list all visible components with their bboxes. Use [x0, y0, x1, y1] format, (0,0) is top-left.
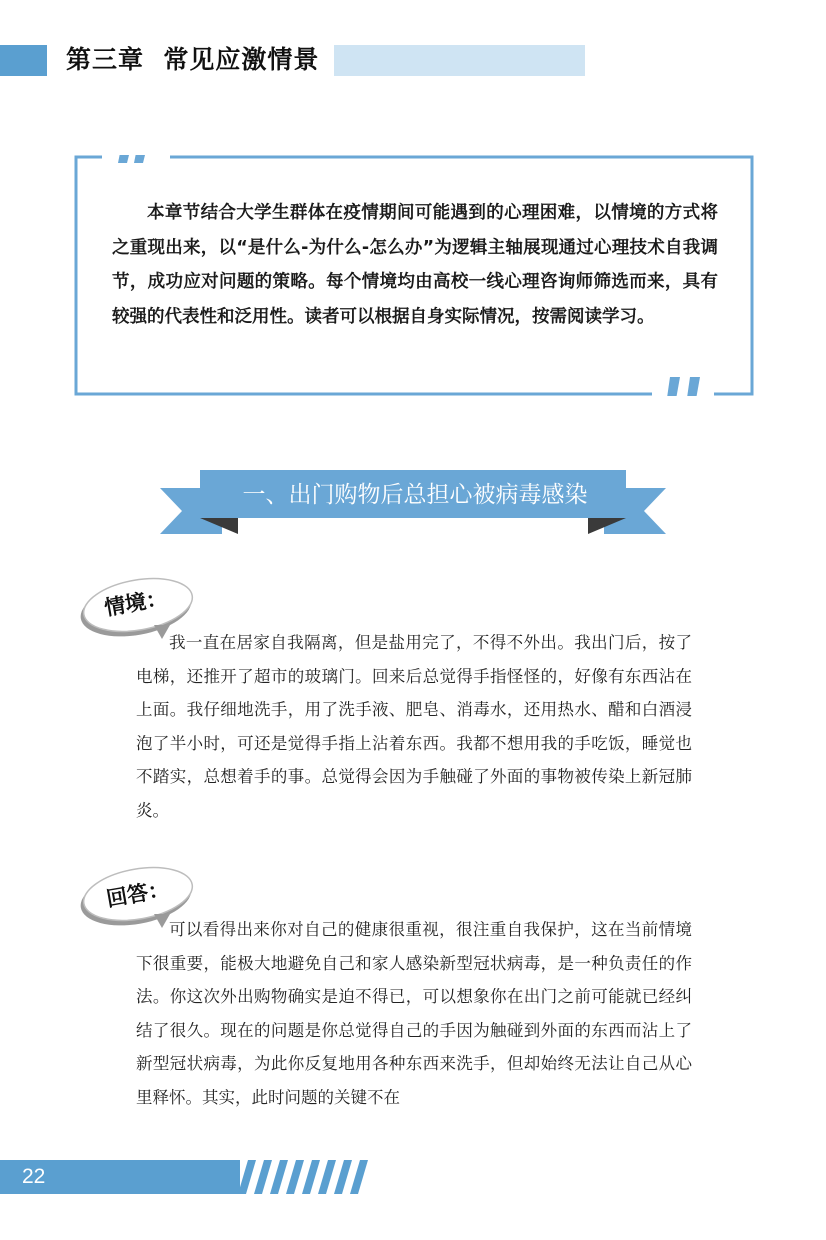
chapter-color-block	[0, 45, 47, 76]
footer-stripes	[238, 1160, 368, 1194]
situation-paragraph: 我一直在居家自我隔离，但是盐用完了，不得不外出。我出门后，按了电梯，还推开了超市的玻璃门。回来后总觉得手指怪怪的，好像有东西沾在上面。我仔细地洗手，用了洗手液、肥皂、消毒水，还用热水、醋和白酒浸泡了半小时，可还是觉得手指上沾着东西。我都不想用我的手吃饭，睡觉也不踏实，总想着手的事。总觉得会因为手触碰了外面的事物被传染上新冠肺炎。	[136, 633, 692, 820]
section-title: 一、出门购物后总担心被病毒感染	[242, 482, 588, 508]
open-quote-icon	[118, 155, 148, 163]
intro-paragraph: 本章节结合大学生群体在疫情期间可能遇到的心理困难，以情境的方式将之重现出来，以“是什么-为什么-怎么办”为逻辑主轴展现通过心理技术自我调节，成功应对问题的策略。每个情境均由高校一线心理咨询师筛选而来，具有较强的代表性和泛用性。读者可以根据自身实际情况，按需阅读学习。	[112, 203, 718, 327]
page-number: 22	[22, 1165, 46, 1188]
chapter-title: 第三章 常见应激情景	[66, 45, 320, 74]
close-quote-icon	[666, 377, 700, 396]
answer-label: 回答：	[104, 876, 171, 912]
chapter-accent-bar	[334, 45, 585, 76]
situation-label: 情境：	[102, 585, 169, 621]
answer-paragraph: 可以看得出来你对自己的健康很重视，很注重自我保护，这在当前情境下很重要，能极大地避免自己和家人感染新型冠状病毒，是一种负责任的作法。你这次外出购物确实是迫不得已，可以想象你在出门之前可能就已经纠结了很久。现在的问题是你总觉得自己的手因为触碰到外面的东西而沾上了新型冠状病毒，为此你反复地用各种东西来洗手，但却始终无法让自己从心里释怀。其实，此时问题的关键不在	[136, 920, 692, 1107]
